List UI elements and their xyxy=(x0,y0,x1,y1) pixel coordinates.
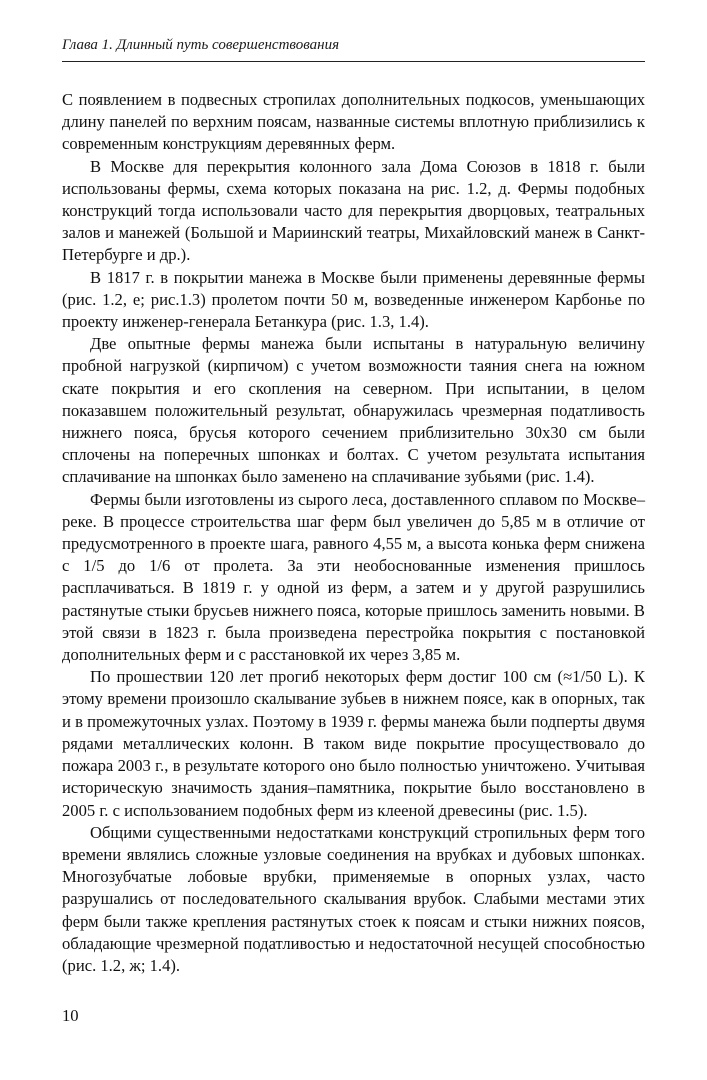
body-text xyxy=(62,89,645,977)
paragraph: Две опытные фермы манежа были испытаны в натуральную величину пробной нагрузкой (кирпичом) с учетом возможности таяния снега на южном скате покрытия и его скопления на северном. При испытании, в целом показавшем положительный результат, обнаружилась чрезмерная податливость нижнего пояса, брусья которого сечением приблизительно 30х30 см были сплочены на поперечных шпонках и болтах. С учетом результата испытания сплачивание на шпонках было заменено на сплачивание зубьями (рис. 1.4). xyxy=(62,334,645,487)
paragraph: С появлением в подвесных стропилах дополнительных подкосов, уменьшающих длину панелей по верхним поясам, названные системы вплотную приблизились к современным конструкциям деревянных ферм. xyxy=(62,90,645,154)
paragraph: По прошествии 120 лет прогиб некоторых ферм достиг 100 см (≈1/50 L). К этому времени произошло скалывание зубьев в нижнем поясе, как в опорных, так и в промежуточных узлах. Поэтому в 1939 г. фермы манежа были подперты двумя рядами металлических колонн. В таком виде покрытие просуществовало до пожара 2003 г., в результате которого оно было полностью уничтожено. Учитывая историческую значимость здания–памятника, покрытие было восстановлено в 2005 г. с использованием подобных ферм из клееной древесины (рис. 1.5). xyxy=(62,667,645,820)
paragraph: В 1817 г. в покрытии манежа в Москве были применены деревянные фермы (рис. 1.2, е; рис.1.3) пролетом почти 50 м, возведенные инженером Карбонье по проекту инженер-генерала Бетанкура (рис. 1.3, 1.4). xyxy=(62,267,645,332)
paragraph: Фермы были изготовлены из сырого леса, доставленного сплавом по Москве–реке. В процессе строительства шаг ферм был увеличен до 5,85 м в отличие от предусмотренного в проекте шага, равного 4,55 м, а высота конька ферм снижена с 1/5 до 1/6 от пролета. За эти необоснованные изменения пришлось расплачиваться. В 1819 г. у одной из ферм, а затем и у другой разрушились растянутые стыки брусьев нижнего пояса, которые пришлось заменить новыми. В этой связи в 1823 г. была произведена перестройка покрытия с постановкой дополнительных ферм и с расстановкой их через 3,85 м. xyxy=(62,489,645,665)
paragraph: В Москве для перекрытия колонного зала Дома Союзов в 1818 г. были использованы фермы, схема которых показана на рис. 1.2, д. Фермы подобных конструкций тогда использовали часто для перекрытия дворцовых, театральных залов и манежей (Большой и Мариинский театры, Михайловский манеж в Санкт-Петербурге и др.). xyxy=(62,156,645,265)
header-rule xyxy=(62,61,645,62)
paragraph: Общими существенными недостатками конструкций стропильных ферм того времени являлись сложные узловые соединения на врубках и дубовых шпонках. Многозубчатые лобовые врубки, применяемые в опорных узлах, часто разрушались от последовательного скалывания врубок. Слабыми местами этих ферм были также крепления растянутых стоек к поясам и стыки нижних поясов, обладающие чрезмерной податливостью и недостаточной несущей способностью (рис. 1.2, ж; 1.4). xyxy=(62,822,645,975)
running-head: Глава 1. Длинный путь совершенствования xyxy=(62,37,340,53)
page-number: 10 xyxy=(62,1006,79,1025)
